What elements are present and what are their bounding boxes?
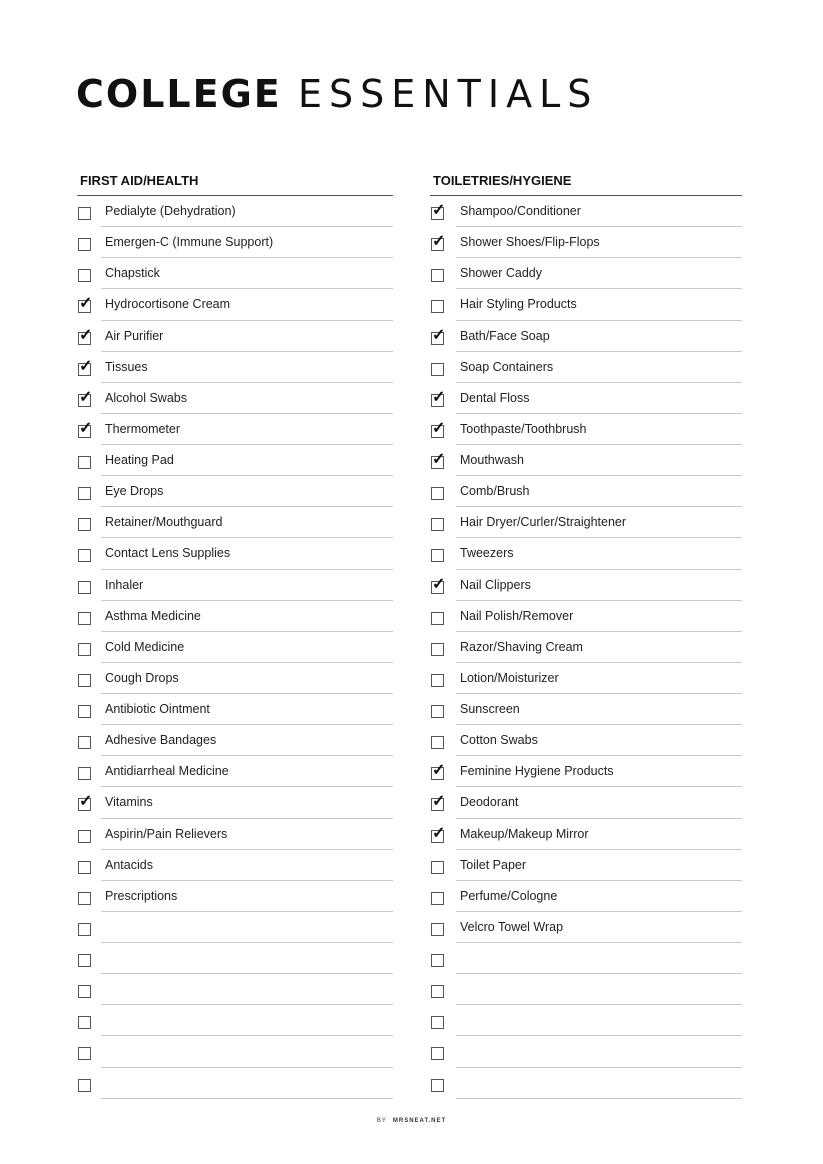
item-label: Razor/Shaving Cream	[460, 639, 583, 654]
checklist-item	[77, 258, 393, 289]
checkbox[interactable]	[431, 954, 444, 967]
item-label: Alcohol Swabs	[105, 390, 187, 405]
checklist-item	[430, 943, 742, 974]
checkmark-icon: ✓	[79, 295, 93, 313]
checkbox[interactable]	[431, 674, 444, 687]
item-label: Velcro Towel Wrap	[460, 919, 564, 934]
checkbox[interactable]	[78, 357, 93, 376]
item-label: Toothpaste/Toothbrush	[460, 421, 587, 436]
toiletries-column	[430, 168, 742, 1099]
item-label: Inhaler	[105, 577, 144, 592]
checklist-item	[430, 974, 742, 1005]
item-label: Air Purifier	[105, 328, 164, 343]
checkbox[interactable]	[431, 487, 444, 500]
checklist-item	[430, 196, 742, 227]
item-label: Nail Clippers	[460, 577, 531, 592]
checkbox[interactable]	[78, 767, 91, 780]
write-in-line	[456, 601, 742, 632]
checklist-item	[77, 1036, 393, 1067]
item-label: Bath/Face Soap	[460, 328, 550, 343]
item-label: Hair Styling Products	[460, 297, 577, 312]
checkbox[interactable]	[431, 1047, 444, 1060]
checkmark-icon: ✓	[432, 793, 446, 811]
write-in-line	[101, 321, 393, 352]
checklist-item	[77, 756, 393, 787]
checkbox[interactable]	[431, 705, 444, 718]
checkbox[interactable]	[431, 824, 446, 843]
item-label: Retainer/Mouthguard	[105, 515, 223, 530]
write-in-line	[101, 663, 393, 694]
item-label: Antidiarrheal Medicine	[105, 764, 229, 779]
write-in-line	[101, 1036, 393, 1067]
write-in-line	[101, 850, 393, 881]
checkbox[interactable]	[431, 202, 446, 220]
item-label: Shower Shoes/Flip-Flops	[460, 235, 600, 250]
write-in-line	[456, 414, 742, 445]
checklist-item	[430, 414, 742, 445]
write-in-line	[101, 227, 393, 258]
write-in-line	[101, 289, 393, 320]
item-label: Hair Dryer/Curler/Straightener	[460, 515, 627, 530]
checklist-item	[77, 352, 393, 383]
checklist-item	[430, 570, 742, 601]
first-aid-column	[77, 168, 393, 1099]
write-in-line	[456, 258, 742, 289]
write-in-line	[101, 601, 393, 632]
checkbox[interactable]	[431, 388, 446, 407]
item-label: Nail Polish/Remover	[460, 608, 574, 623]
checkbox[interactable]	[78, 793, 93, 811]
checkbox[interactable]	[78, 830, 91, 843]
footer	[0, 1118, 823, 1124]
checkbox[interactable]	[78, 674, 91, 687]
checklist-item	[430, 507, 742, 538]
write-in-line	[456, 570, 742, 601]
checkbox[interactable]	[78, 861, 91, 874]
write-in-line	[456, 227, 742, 258]
checklist-item	[77, 196, 393, 227]
checkbox[interactable]	[78, 985, 91, 998]
write-in-line	[456, 321, 742, 352]
checklist-item	[77, 663, 393, 694]
checkmark-icon: ✓	[432, 326, 446, 344]
checkbox[interactable]	[431, 985, 444, 998]
checkbox[interactable]	[431, 575, 446, 594]
checkbox[interactable]	[431, 861, 444, 874]
checklist-item	[77, 819, 393, 850]
checklist-item	[77, 570, 393, 601]
write-in-line	[101, 694, 393, 725]
checkmark-icon: ✓	[79, 357, 93, 375]
checklist-item	[430, 850, 742, 881]
item-label: Cough Drops	[105, 670, 179, 685]
write-in-line	[101, 445, 393, 476]
write-in-line	[456, 663, 742, 694]
checklist-item	[77, 289, 393, 320]
checklist-item	[430, 756, 742, 787]
item-label: Deodorant	[460, 795, 519, 810]
checkmark-icon: ✓	[432, 575, 446, 593]
first-aid-header: FIRST AID/HEALTH	[77, 168, 393, 196]
write-in-line	[456, 507, 742, 538]
write-in-line	[456, 787, 742, 818]
write-in-line	[456, 289, 742, 320]
checkbox[interactable]	[431, 892, 444, 905]
item-label: Eye Drops	[105, 484, 164, 499]
write-in-line	[456, 1036, 742, 1067]
checklist-item	[77, 632, 393, 663]
checklist-item	[77, 943, 393, 974]
checkmark-icon: ✓	[79, 793, 93, 811]
checklist-item	[430, 787, 742, 818]
write-in-line	[101, 912, 393, 943]
toiletries-list	[430, 196, 742, 1099]
item-label: Sunscreen	[460, 702, 520, 716]
item-label: Tissues	[105, 359, 148, 374]
item-label: Prescriptions	[105, 888, 178, 903]
checklist-item	[430, 601, 742, 632]
write-in-line	[456, 912, 742, 943]
item-label: Feminine Hygiene Products	[460, 764, 614, 779]
write-in-line	[101, 414, 393, 445]
checkbox[interactable]	[78, 1016, 91, 1029]
checkbox[interactable]	[431, 762, 446, 780]
item-label: Cotton Swabs	[460, 733, 538, 748]
page-title	[76, 72, 598, 116]
write-in-line	[456, 1068, 742, 1099]
checklist-item	[77, 974, 393, 1005]
write-in-line	[101, 974, 393, 1005]
write-in-line	[101, 787, 393, 818]
checkmark-icon: ✓	[79, 326, 93, 344]
checklist-item	[430, 289, 742, 320]
checklist-item	[77, 445, 393, 476]
item-label: Hydrocortisone Cream	[105, 297, 231, 312]
checkbox[interactable]	[431, 612, 444, 625]
checkbox[interactable]	[78, 612, 91, 625]
title-bold: COLLEGE	[76, 72, 282, 116]
write-in-line	[101, 476, 393, 507]
checkbox[interactable]	[78, 923, 91, 936]
checkbox[interactable]	[78, 954, 91, 967]
checklist-item	[77, 507, 393, 538]
checklist-item	[430, 1036, 742, 1067]
write-in-line	[101, 507, 393, 538]
checkbox[interactable]	[431, 233, 446, 251]
checkbox[interactable]	[431, 300, 444, 313]
checklist-item	[77, 1005, 393, 1036]
checkmark-icon: ✓	[79, 388, 93, 406]
item-label: Tweezers	[460, 546, 514, 561]
checklist-item	[77, 414, 393, 445]
checkbox[interactable]	[431, 1079, 444, 1092]
checklist-item	[430, 352, 742, 383]
write-in-line	[101, 819, 393, 850]
footer-site: MRSNEAT.NET	[392, 1118, 447, 1124]
checkbox[interactable]	[431, 451, 446, 469]
item-label: Soap Containers	[460, 359, 554, 374]
checklist-item	[430, 321, 742, 352]
checklist-item	[77, 538, 393, 569]
checklist-item	[77, 850, 393, 881]
checklist-item	[77, 383, 393, 414]
write-in-line	[456, 538, 742, 569]
checklist-item	[430, 445, 742, 476]
item-label: Dental Floss	[460, 390, 530, 405]
checkbox[interactable]	[78, 549, 91, 562]
checkbox[interactable]	[431, 419, 446, 438]
write-in-line	[101, 538, 393, 569]
write-in-line	[456, 383, 742, 414]
checkbox[interactable]	[431, 363, 444, 376]
write-in-line	[456, 694, 742, 725]
checkbox[interactable]	[78, 581, 91, 594]
checkbox[interactable]	[78, 295, 93, 313]
item-label: Vitamins	[105, 795, 153, 810]
checklist-item	[77, 694, 393, 725]
checkmark-icon: ✓	[432, 419, 446, 437]
write-in-line	[456, 943, 742, 974]
checkbox[interactable]	[78, 705, 91, 718]
checklist-item	[77, 725, 393, 756]
checkbox[interactable]	[78, 388, 93, 407]
item-label: Contact Lens Supplies	[105, 546, 231, 561]
checklist-item	[430, 912, 742, 943]
checkbox[interactable]	[431, 549, 444, 562]
checkbox[interactable]	[431, 269, 444, 282]
write-in-line	[456, 632, 742, 663]
write-in-line	[456, 756, 742, 787]
write-in-line	[101, 725, 393, 756]
item-label: Shower Caddy	[460, 266, 542, 281]
item-label: Heating Pad	[105, 453, 174, 467]
item-label: Antibiotic Ointment	[105, 702, 210, 716]
checkbox[interactable]	[431, 736, 444, 749]
write-in-line	[456, 725, 742, 756]
checklist-item	[77, 787, 393, 818]
item-label: Antacids	[105, 857, 153, 872]
item-label: Thermometer	[105, 421, 181, 436]
write-in-line	[456, 819, 742, 850]
checkmark-icon: ✓	[432, 388, 446, 406]
write-in-line	[101, 881, 393, 912]
checkbox[interactable]	[78, 207, 91, 220]
checklist-item	[430, 538, 742, 569]
checkbox[interactable]	[78, 736, 91, 749]
checklist-item	[430, 881, 742, 912]
checkbox[interactable]	[78, 456, 91, 469]
write-in-line	[456, 850, 742, 881]
checklist-item	[430, 663, 742, 694]
item-label: Asthma Medicine	[105, 608, 201, 623]
checklist-item	[77, 321, 393, 352]
item-label: Aspirin/Pain Relievers	[105, 826, 228, 841]
footer-by: BY	[376, 1118, 387, 1124]
checkbox[interactable]	[431, 793, 446, 811]
write-in-line	[456, 881, 742, 912]
checklist-item	[77, 881, 393, 912]
checkbox[interactable]	[431, 923, 444, 936]
write-in-line	[101, 756, 393, 787]
write-in-line	[101, 352, 393, 383]
checkbox[interactable]	[78, 419, 93, 438]
write-in-line	[456, 196, 742, 227]
write-in-line	[101, 943, 393, 974]
checklist-item	[430, 632, 742, 663]
write-in-line	[101, 1068, 393, 1099]
checkbox[interactable]	[78, 238, 91, 251]
item-label: Chapstick	[105, 266, 160, 281]
checklist-item	[77, 912, 393, 943]
write-in-line	[101, 632, 393, 663]
first-aid-list	[77, 196, 393, 1099]
item-label: Mouthwash	[460, 453, 524, 467]
write-in-line	[456, 352, 742, 383]
write-in-line	[101, 383, 393, 414]
checkmark-icon: ✓	[432, 233, 446, 251]
write-in-line	[456, 445, 742, 476]
toiletries-header: TOILETRIES/HYGIENE	[430, 168, 742, 196]
checkbox[interactable]	[78, 643, 91, 656]
checklist-item	[430, 227, 742, 258]
item-label: Shampoo/Conditioner	[460, 204, 581, 218]
write-in-line	[456, 476, 742, 507]
checkmark-icon: ✓	[432, 202, 446, 219]
write-in-line	[456, 974, 742, 1005]
write-in-line	[101, 1005, 393, 1036]
checklist-item	[430, 819, 742, 850]
checkmark-icon: ✓	[432, 824, 446, 842]
item-label: Comb/Brush	[460, 484, 530, 499]
checkbox[interactable]	[431, 1016, 444, 1029]
checklist-item	[77, 227, 393, 258]
checkbox[interactable]	[78, 326, 93, 345]
checkbox[interactable]	[78, 269, 91, 282]
item-label: Pedialyte (Dehydration)	[105, 204, 236, 218]
checklist-item	[430, 383, 742, 414]
write-in-line	[101, 570, 393, 601]
item-label: Toilet Paper	[460, 857, 527, 872]
checkmark-icon: ✓	[79, 419, 93, 437]
checklist-item	[430, 476, 742, 507]
checkbox[interactable]	[78, 518, 91, 531]
checklist-item	[430, 258, 742, 289]
write-in-line	[101, 258, 393, 289]
checklist-item	[77, 476, 393, 507]
checkbox[interactable]	[78, 487, 91, 500]
checkbox[interactable]	[78, 1079, 91, 1092]
checkmark-icon: ✓	[432, 762, 446, 780]
checkbox[interactable]	[78, 892, 91, 905]
checkmark-icon: ✓	[432, 451, 446, 468]
item-label: Emergen-C (Immune Support)	[105, 235, 274, 250]
title-light: ESSENTIALS	[297, 72, 599, 116]
checklist-item	[77, 601, 393, 632]
write-in-line	[101, 196, 393, 227]
checklist-item	[430, 1005, 742, 1036]
item-label: Perfume/Cologne	[460, 888, 558, 903]
item-label: Makeup/Makeup Mirror	[460, 826, 589, 841]
checklist-item	[430, 725, 742, 756]
checklist-item	[430, 694, 742, 725]
write-in-line	[456, 1005, 742, 1036]
item-label: Adhesive Bandages	[105, 733, 217, 748]
checklist-item	[430, 1068, 742, 1099]
checkbox[interactable]	[78, 1047, 91, 1060]
item-label: Lotion/Moisturizer	[460, 670, 559, 685]
checkbox[interactable]	[431, 326, 446, 345]
checkbox[interactable]	[431, 643, 444, 656]
item-label: Cold Medicine	[105, 639, 185, 654]
checklist-item	[77, 1068, 393, 1099]
checkbox[interactable]	[431, 518, 444, 531]
